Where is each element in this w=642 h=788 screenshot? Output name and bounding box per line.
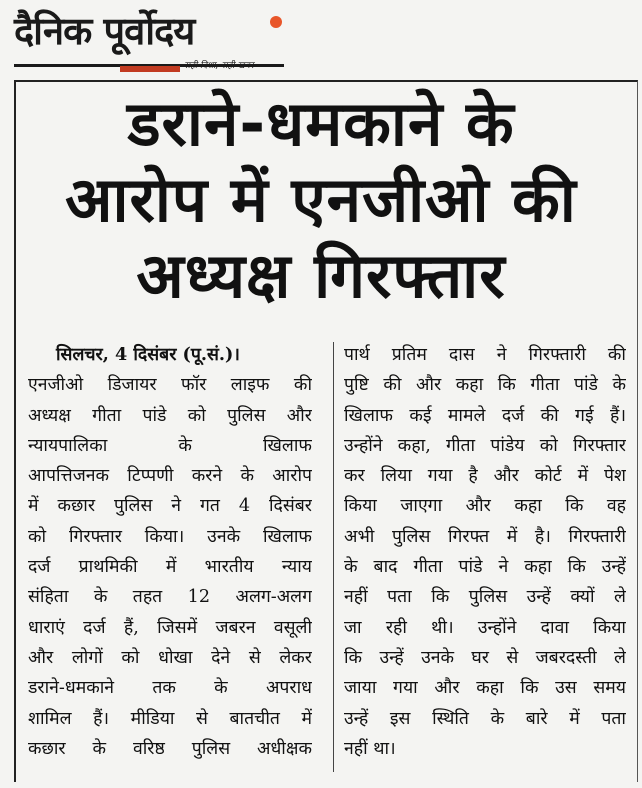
article-dateline: सिलचर, 4 दिसंबर (पू.सं.)। (56, 344, 240, 365)
body-line: नहीं पता कि पुलिस उन्हें क्यों ले (344, 587, 626, 608)
body-line: अध्यक्ष गीता पांडे को पुलिस और (28, 405, 312, 426)
body-line: अभी पुलिस गिरफ्त में है। गिरफ्तारी (344, 526, 626, 547)
body-line: जाया गया और कहा कि उस समय (344, 678, 626, 699)
headline-line: अध्यक्ष गिरफ्तार (136, 239, 506, 312)
body-line: उन्हें इस स्थिति के बारे में पता (344, 708, 626, 729)
body-line: पुष्टि की और कहा कि गीता पांडे के (344, 375, 626, 396)
newspaper-title: दैनिक पूर्वोदय (14, 9, 195, 53)
article-headline (16, 86, 626, 314)
body-line: कर लिया गया है और कोर्ट में पेश (344, 466, 626, 487)
headline-line: आरोप में एनजीओ की (65, 163, 577, 236)
masthead-band (120, 66, 180, 72)
body-line: में कछार पुलिस ने गत 4 दिसंबर (28, 496, 312, 517)
body-line: शामिल हैं। मीडिया से बातचीत में (28, 708, 312, 729)
body-line: और लोगों को धोखा देने से लेकर (28, 647, 312, 668)
body-line: खिलाफ कई मामले दर्ज की गई हैं। (344, 405, 626, 426)
body-line: नहीं था। (344, 738, 396, 759)
body-line: कि उन्हें उनके घर से जबरदस्ती ले (344, 647, 626, 668)
column-divider (333, 342, 334, 772)
body-line: दर्ज प्राथमिकी में भारतीय न्याय (28, 557, 312, 578)
body-line: किया जाएगा और कहा कि वह (344, 496, 626, 517)
body-line: धाराएं दर्ज हैं, जिसमें जबरन वसूली (28, 617, 312, 638)
article-column-left (28, 340, 312, 764)
logo-dot-icon (270, 16, 282, 28)
body-line: एनजीओ डिजायर फॉर लाइफ की (28, 375, 312, 396)
body-line: के बाद गीता पांडे ने कहा कि उन्हें (344, 557, 626, 578)
body-line: पार्थ प्रतिम दास ने गिरफ्तारी की (344, 345, 626, 365)
masthead (0, 0, 642, 80)
headline-line: डराने-धमकाने के (127, 87, 515, 160)
body-line: कछार के वरिष्ठ पुलिस अधीक्षक (28, 738, 312, 759)
body-line: डराने-धमकाने तक के अपराध (28, 678, 312, 699)
body-line: को गिरफ्तार किया। उनके खिलाफ (28, 526, 312, 547)
body-line: संहिता के तहत 12 अलग-अलग (28, 587, 312, 608)
newspaper-logo (14, 8, 284, 72)
body-line: उन्होंने कहा, गीता पांडेय को गिरफ्तार (344, 435, 626, 456)
body-line: जा रही थी। उन्होंने दावा किया (344, 617, 626, 638)
body-line: न्यायपालिका के खिलाफ (28, 435, 312, 456)
body-line: आपत्तिजनक टिप्पणी करने के आरोप (28, 466, 312, 487)
article-column-right (344, 340, 626, 764)
